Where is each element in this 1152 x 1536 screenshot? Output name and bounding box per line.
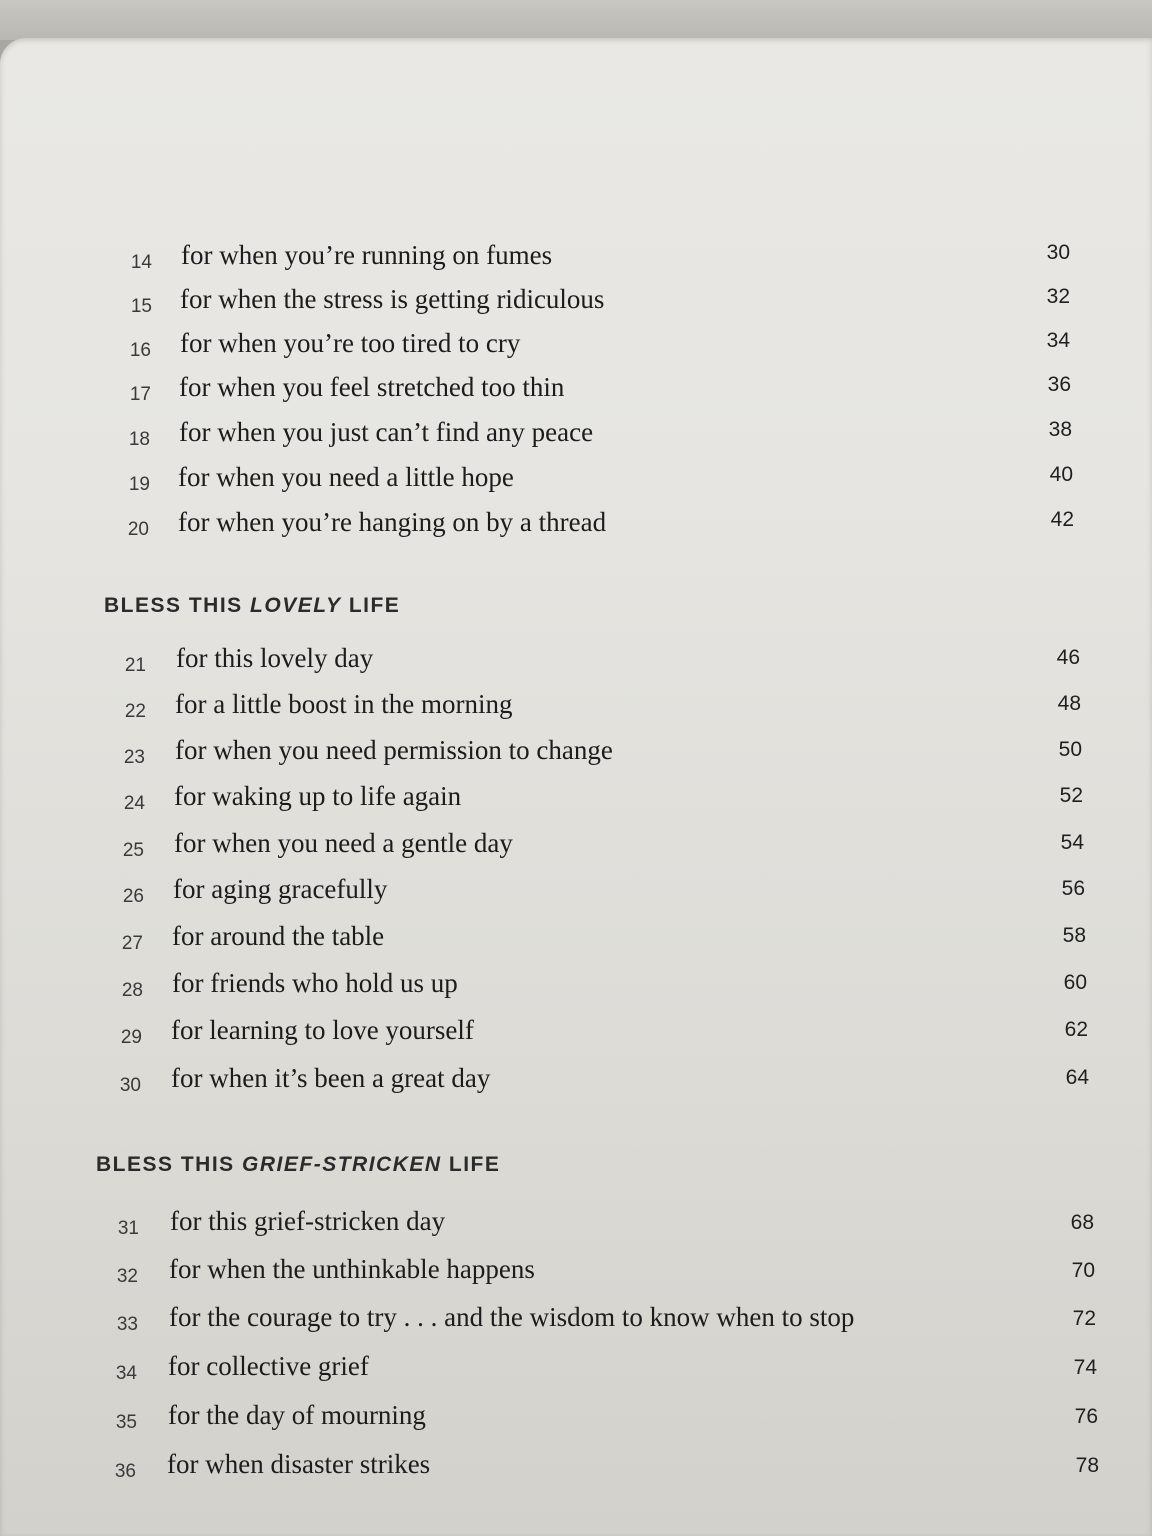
entry-number: 35 [115, 1412, 137, 1433]
entry-page-number: 52 [1059, 784, 1083, 807]
entry-page-number: 62 [1064, 1018, 1088, 1041]
entry-title: for when the unthinkable happens [169, 1254, 535, 1284]
entry-page-number: 72 [1072, 1307, 1096, 1330]
entry-page-number: 48 [1057, 692, 1081, 715]
entry-page-number: 34 [1046, 329, 1070, 352]
entry-number: 26 [122, 886, 144, 907]
entry-page-number: 54 [1060, 831, 1084, 854]
entry-number: 32 [116, 1266, 138, 1287]
entry-page-number: 46 [1056, 646, 1080, 669]
entry-number: 21 [124, 655, 146, 676]
entry-number: 30 [119, 1075, 141, 1096]
entry-title: for when it’s been a great day [171, 1063, 491, 1093]
entry-title: for when you need a little hope [178, 462, 514, 492]
entry-page-number: 42 [1050, 508, 1074, 531]
toc-entry [0, 372, 1152, 412]
section-heading-prefix: BLESS THIS [104, 594, 251, 617]
toc-entry [0, 1449, 1152, 1489]
entry-page-number: 78 [1075, 1454, 1099, 1477]
toc-entry [0, 328, 1152, 368]
toc-entry [0, 643, 1152, 683]
toc-entry [0, 240, 1152, 280]
entry-title: for around the table [172, 921, 385, 951]
toc-entry [0, 921, 1152, 961]
entry-title: for the courage to try . . . and the wisdom to know when to stop [169, 1302, 855, 1332]
entry-title: for when you need permission to change [175, 735, 613, 765]
entry-title: for when disaster strikes [167, 1449, 431, 1479]
entry-number: 16 [129, 340, 151, 361]
entry-page-number: 50 [1058, 738, 1082, 761]
entry-title: for the day of mourning [168, 1400, 426, 1430]
entry-title: for when you feel stretched too thin [179, 372, 565, 402]
entry-title: for waking up to life again [174, 781, 462, 811]
entry-number: 20 [127, 519, 149, 540]
entry-title: for when you’re too tired to cry [180, 328, 521, 358]
entry-title: for when you just can’t find any peace [179, 417, 594, 447]
toc-entry [0, 874, 1152, 914]
entry-number: 34 [115, 1363, 137, 1384]
section-heading-grief [96, 1153, 500, 1177]
toc-entry [0, 284, 1152, 324]
entry-number: 29 [120, 1027, 142, 1048]
entry-page-number: 76 [1074, 1405, 1098, 1428]
entry-number: 22 [124, 701, 146, 722]
entry-title: for this lovely day [176, 643, 374, 673]
section-heading-suffix: LIFE [341, 594, 401, 617]
entry-title: for when the stress is getting ridiculous [180, 284, 605, 314]
entry-number: 25 [122, 840, 144, 861]
entry-title: for aging gracefully [173, 874, 388, 904]
toc-entry [0, 781, 1152, 821]
toc-entry [0, 462, 1152, 502]
entry-title: for this grief-stricken day [170, 1206, 446, 1236]
entry-page-number: 38 [1048, 418, 1072, 441]
entry-page-number: 32 [1046, 285, 1070, 308]
entry-page-number: 40 [1049, 463, 1073, 486]
entry-title: for when you’re running on fumes [181, 240, 553, 270]
entry-title: for learning to love yourself [171, 1015, 474, 1045]
entry-title: for when you’re hanging on by a thread [178, 507, 607, 537]
section-heading-emphasis: LOVELY [250, 594, 342, 617]
toc-entry [0, 735, 1152, 775]
toc-entry [0, 1254, 1152, 1294]
section-heading-emphasis: GRIEF-STRICKEN [242, 1153, 442, 1176]
entry-page-number: 60 [1063, 971, 1087, 994]
entry-title: for when you need a gentle day [174, 828, 513, 858]
entry-number: 24 [123, 793, 145, 814]
entry-number: 15 [130, 296, 152, 317]
section-heading-prefix: BLESS THIS [96, 1153, 243, 1176]
entry-number: 14 [130, 252, 152, 273]
entry-number: 27 [121, 933, 143, 954]
entry-number: 28 [121, 980, 143, 1001]
toc-entry [0, 689, 1152, 729]
toc-entry [0, 968, 1152, 1008]
entry-page-number: 74 [1073, 1356, 1097, 1379]
entry-page-number: 68 [1070, 1211, 1094, 1234]
entry-page-number: 58 [1062, 924, 1086, 947]
toc-entry [0, 1206, 1152, 1246]
entry-number: 23 [123, 747, 145, 768]
entry-number: 18 [128, 429, 150, 450]
entry-page-number: 36 [1047, 373, 1071, 396]
toc-entry [0, 1351, 1152, 1391]
section-heading-suffix: LIFE [441, 1153, 501, 1176]
toc-entry [0, 507, 1152, 547]
toc-entry [0, 417, 1152, 457]
entry-number: 36 [114, 1461, 136, 1482]
entry-number: 31 [117, 1218, 139, 1239]
entry-title: for friends who hold us up [172, 968, 458, 998]
section-heading-lovely [104, 594, 400, 618]
entry-page-number: 30 [1046, 241, 1070, 264]
toc-entry [0, 1302, 1152, 1342]
entry-number: 17 [129, 384, 151, 405]
entry-number: 33 [116, 1314, 138, 1335]
toc-entry [0, 1063, 1152, 1103]
toc-entry [0, 828, 1152, 868]
entry-page-number: 70 [1071, 1259, 1095, 1282]
toc-entry [0, 1015, 1152, 1055]
entry-title: for collective grief [168, 1351, 369, 1381]
entry-page-number: 64 [1065, 1066, 1089, 1089]
toc-entry [0, 1400, 1152, 1440]
entry-title: for a little boost in the morning [175, 689, 513, 719]
entry-number: 19 [128, 474, 150, 495]
entry-page-number: 56 [1061, 877, 1085, 900]
